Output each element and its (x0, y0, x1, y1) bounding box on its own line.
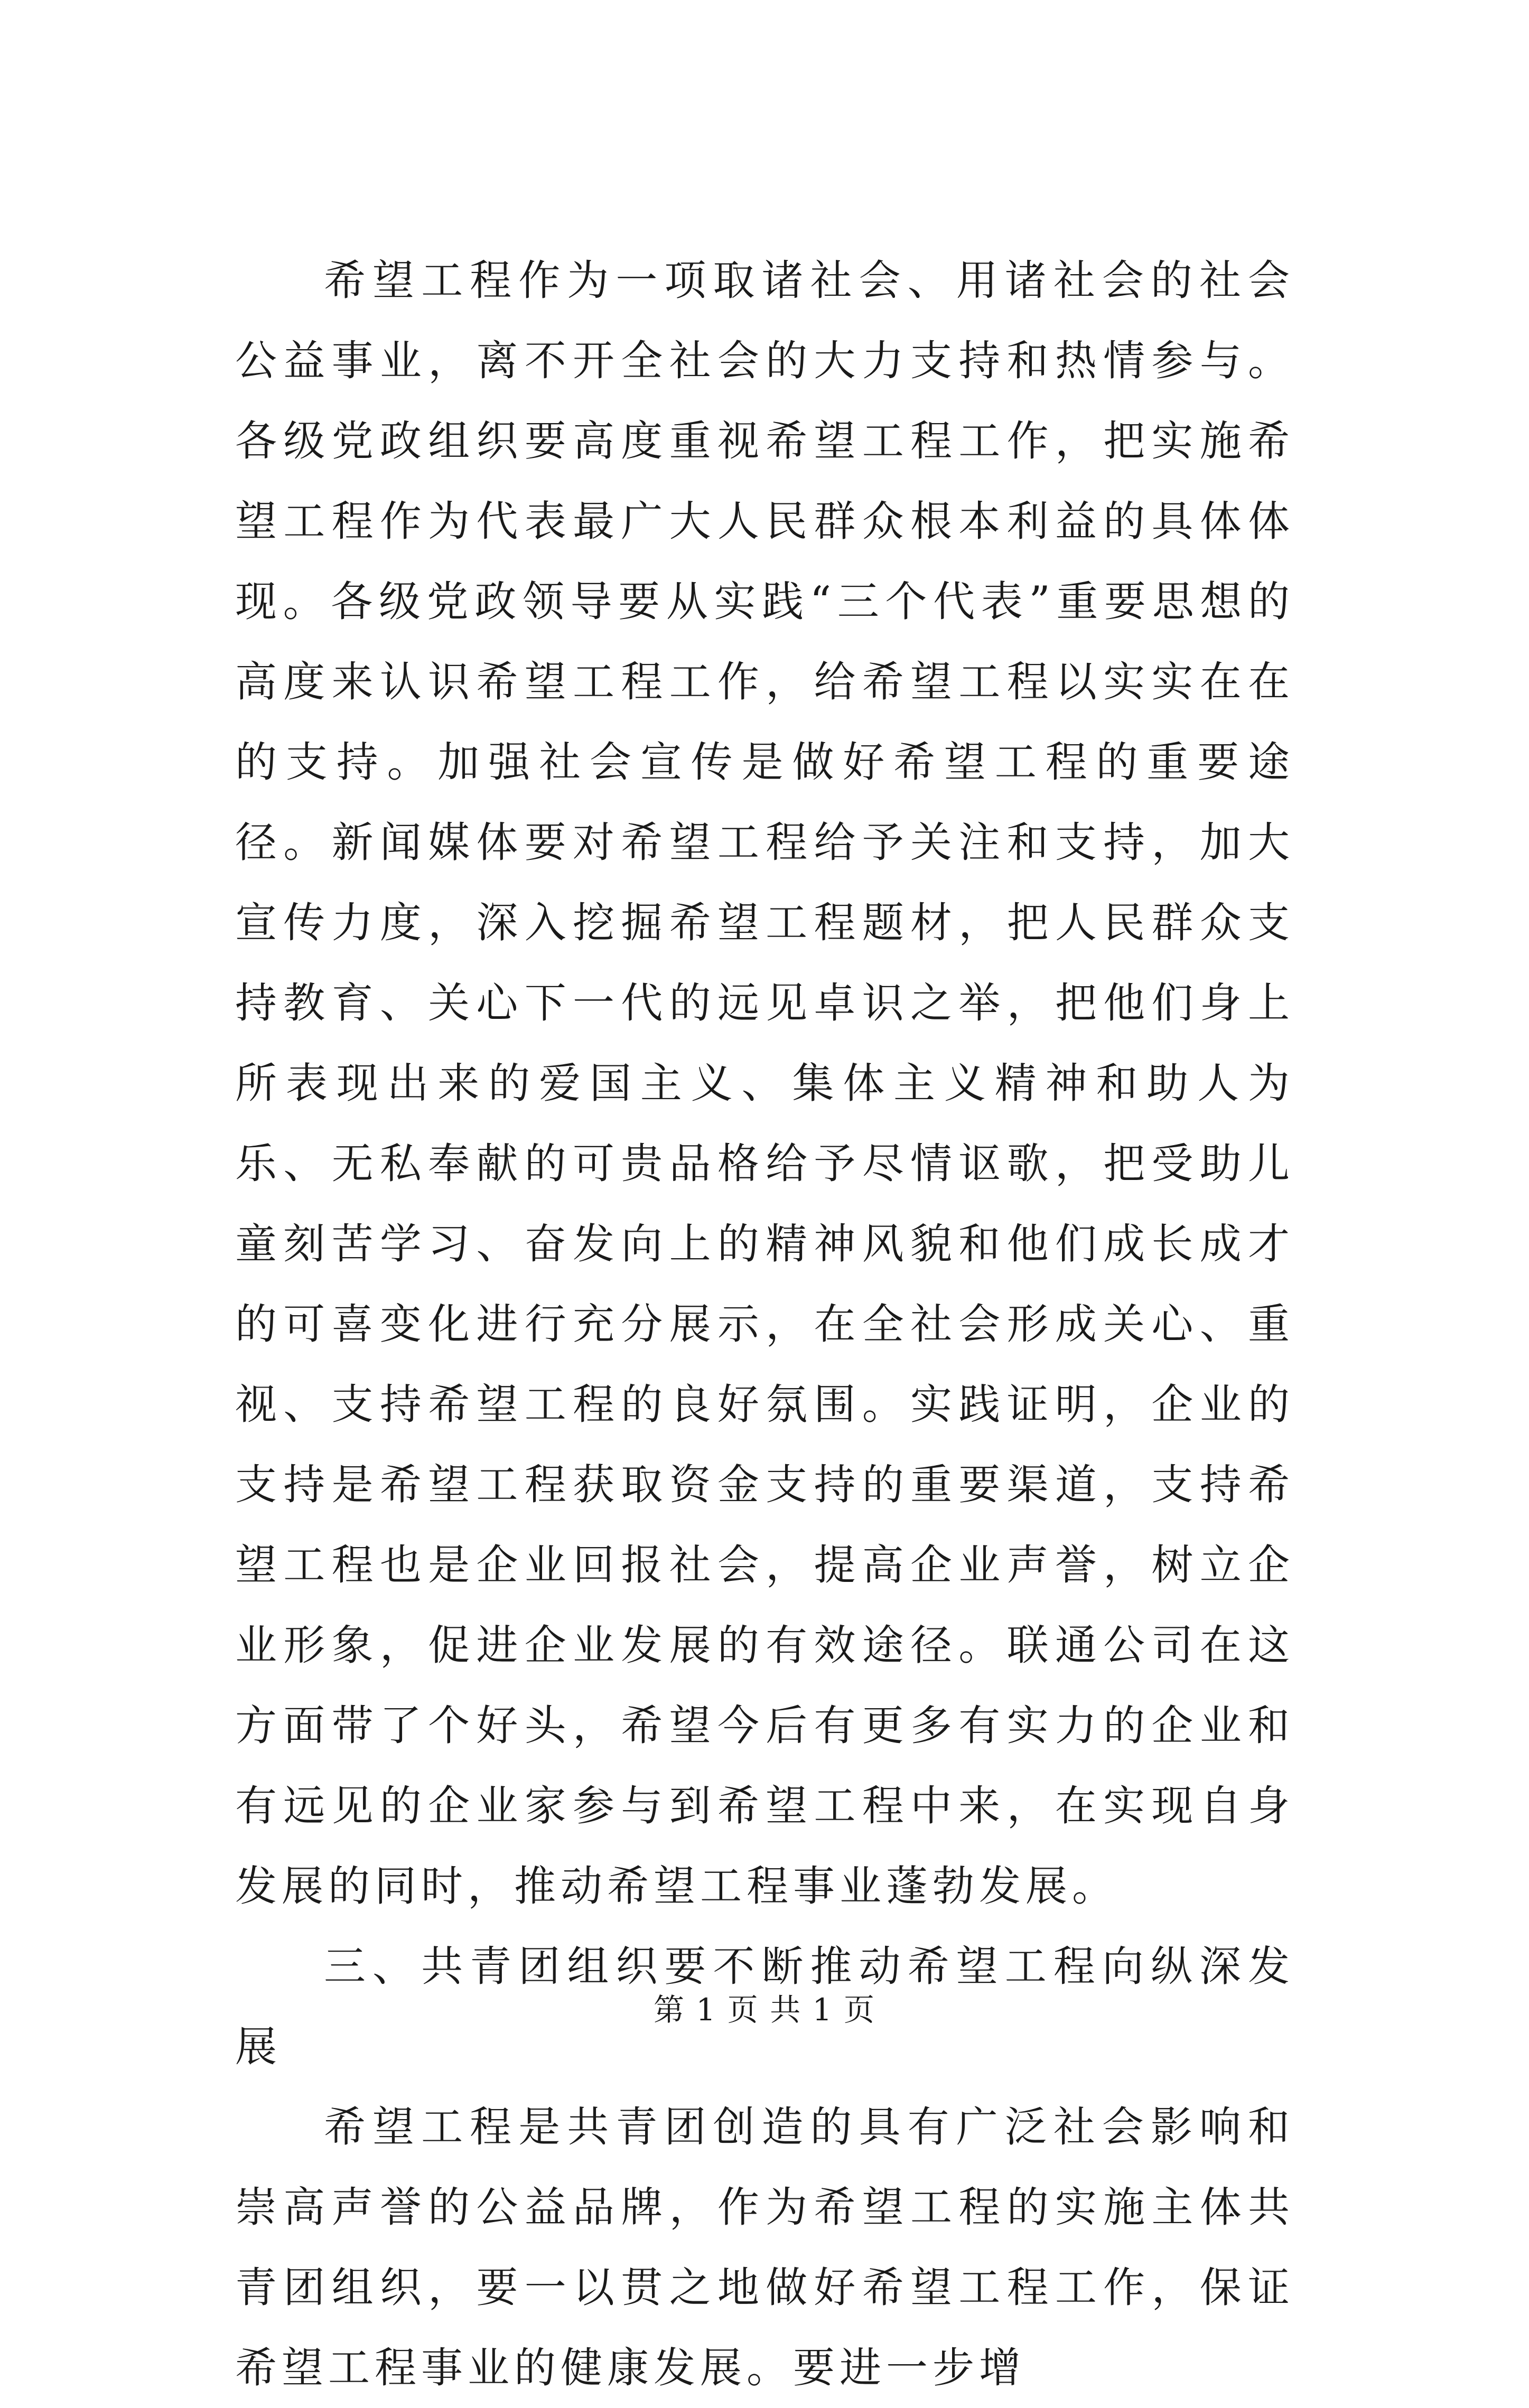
document-body (235, 240, 1294, 2408)
body-paragraph-2: 希望工程是共青团创造的具有广泛社会影响和崇高声誉的公益品牌，作为希望工程的实施主体共青团组织，要一以贯之地做好希望工程工作，保证希望工程事业的健康发展。要进一步增 (235, 2103, 1294, 2392)
section-heading: 三、共青团组织要不断推动希望工程向纵深发展 (235, 1942, 1294, 2071)
body-paragraph-1: 希望工程作为一项取诸社会、用诸社会的社会公益事业，离不开全社会的大力支持和热情参与。各级党政组织要高度重视希望工程工作，把实施希望工程作为代表最广大人民群众根本利益的具体体现。各级党政领导要从实践“三个代表”重要思想的高度来认识希望工程工作，给希望工程以实实在在的支持。加强社会宣传是做好希望工程的重要途径。新闻媒体要对希望工程给予关注和支持，加大宣传力度，深入挖掘希望工程题材，把人民群众支持教育、关心下一代的远见卓识之举，把他们身上所表现出来的爱国主义、集体主义精神和助人为乐、无私奉献的可贵品格给予尽情讴歌，把受助儿童刻苦学习、奋发向上的精神风貌和他们成长成才的可喜变化进行充分展示，在全社会形成关心、重视、支持希望工程的良好氛围。实践证明，企业的支持是希望工程获取资金支持的重要渠道，支持希望工程也是企业回报社会，提高企业声誉，树立企业形象，促进企业发展的有效途径。联通公司在这方面带了个好头，希望今后有更多有实力的企业和有远见的企业家参与到希望工程中来，在实现自身发展的同时，推动希望工程事业蓬勃发展。 (235, 256, 1294, 1910)
page-number-footer: 第 1 页 共 1 页 (654, 1992, 875, 2028)
